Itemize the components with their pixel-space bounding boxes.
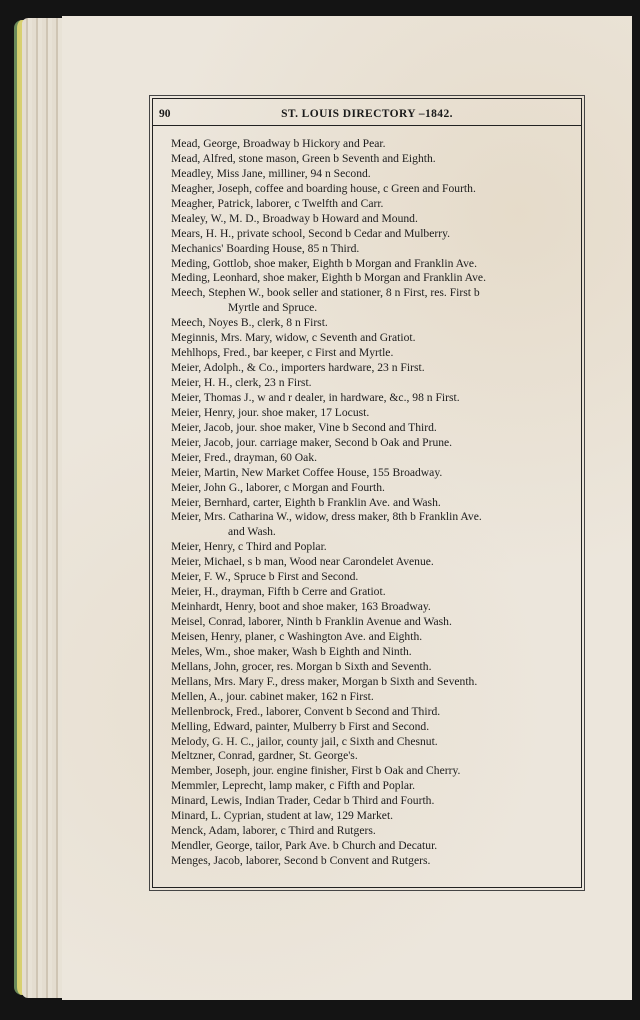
directory-entries <box>171 137 575 869</box>
directory-entry: Meier, Adolph., & Co., importers hardware, 23 n First. <box>171 361 425 375</box>
directory-entry: Meles, Wm., shoe maker, Wash b Eighth and Ninth. <box>171 644 412 658</box>
directory-entry: Meagher, Patrick, laborer, c Twelfth and Carr. <box>171 196 384 210</box>
directory-entry: Mehlhops, Fred., bar keeper, c First and Myrtle. <box>171 346 394 360</box>
directory-entry: Melody, G. H. C., jailor, county jail, c Sixth and Chesnut. <box>171 734 438 748</box>
directory-entry: Minard, L. Cyprian, student at law, 129 Market. <box>171 809 394 823</box>
directory-entry: Mechanics' Boarding House, 85 n Third. <box>171 241 360 255</box>
directory-entry: Menck, Adam, laborer, c Third and Rutgers. <box>171 824 376 838</box>
directory-entry: Meisen, Henry, planer, c Washington Ave. and Eighth. <box>171 629 423 643</box>
directory-entry: Meier, H. H., clerk, 23 n First. <box>171 376 312 389</box>
directory-entry: Mealey, W., M. D., Broadway b Howard and Mound. <box>171 211 418 225</box>
directory-entry: Memmler, Leprecht, lamp maker, c Fifth and Poplar. <box>171 779 416 793</box>
directory-entry: Meier, F. W., Spruce b First and Second. <box>171 570 359 584</box>
directory-entry: Melling, Edward, painter, Mulberry b First and Second. <box>171 719 430 733</box>
directory-entry: Meier, Jacob, jour. carriage maker, Second b Oak and Prune. <box>171 435 453 449</box>
directory-entry: Mellenbrock, Fred., laborer, Convent b Second and Third. <box>171 704 441 718</box>
directory-entry: Meier, Bernhard, carter, Eighth b Franklin Ave. and Wash. <box>171 495 441 509</box>
running-header <box>153 105 581 126</box>
directory-entry: Meier, Michael, s b man, Wood near Carondelet Avenue. <box>171 555 434 569</box>
directory-entry: Member, Joseph, jour. engine finisher, First b Oak and Cherry. <box>171 764 461 778</box>
directory-entry: Meding, Gottlob, shoe maker, Eighth b Morgan and Franklin Ave. <box>171 256 477 270</box>
directory-entry: Meier, Henry, c Third and Poplar. <box>171 540 327 554</box>
directory-entry-continuation: and Wash. <box>228 525 276 539</box>
page-number: 90 <box>159 108 171 120</box>
directory-entry: Meech, Noyes B., clerk, 8 n First. <box>171 316 328 330</box>
directory-entry: Mead, George, Broadway b Hickory and Pear. <box>171 137 386 150</box>
directory-entry: Meier, John G., laborer, c Morgan and Fourth. <box>171 480 385 494</box>
directory-entry: Meagher, Joseph, coffee and boarding house, c Green and Fourth. <box>171 181 476 195</box>
directory-entry: Meier, H., drayman, Fifth b Cerre and Gratiot. <box>171 585 386 599</box>
directory-entry: Meltzner, Conrad, gardner, St. George's. <box>171 749 358 763</box>
directory-entry: Meier, Jacob, jour. shoe maker, Vine b Second and Third. <box>171 420 437 434</box>
directory-entry: Meech, Stephen W., book seller and stationer, 8 n First, res. First b <box>171 286 480 300</box>
directory-entry: Meding, Leonhard, shoe maker, Eighth b Morgan and Franklin Ave. <box>171 271 486 285</box>
directory-entry: Meier, Fred., drayman, 60 Oak. <box>171 450 318 464</box>
directory-entry: Meier, Henry, jour. shoe maker, 17 Locust. <box>171 405 370 419</box>
directory-entry: Meadley, Miss Jane, milliner, 94 n Second. <box>171 166 371 180</box>
running-title: ST. LOUIS DIRECTORY –1842. <box>281 108 453 120</box>
directory-entry: Mellen, A., jour. cabinet maker, 162 n First. <box>171 689 374 703</box>
directory-entry: Meinhardt, Henry, boot and shoe maker, 163 Broadway. <box>171 600 431 614</box>
directory-entry: Mellans, Mrs. Mary F., dress maker, Morgan b Sixth and Seventh. <box>171 674 478 688</box>
directory-entry: Mendler, George, tailor, Park Ave. b Church and Decatur. <box>171 839 438 853</box>
directory-entry-continuation: Myrtle and Spruce. <box>228 301 318 315</box>
directory-entry: Meisel, Conrad, laborer, Ninth b Franklin Avenue and Wash. <box>171 615 452 628</box>
directory-entry: Meginnis, Mrs. Mary, widow, c Seventh and Gratiot. <box>171 331 416 345</box>
directory-entry: Mellans, John, grocer, res. Morgan b Sixth and Seventh. <box>171 659 432 673</box>
directory-entry: Mead, Alfred, stone mason, Green b Seventh and Eighth. <box>171 151 436 165</box>
page-frame <box>152 98 582 888</box>
directory-entry: Meier, Martin, New Market Coffee House, 155 Broadway. <box>171 465 443 479</box>
directory-entry: Meier, Thomas J., w and r dealer, in hardware, &c., 98 n First. <box>171 390 460 404</box>
directory-entry: Mears, H. H., private school, Second b Cedar and Mulberry. <box>171 226 451 240</box>
directory-entry: Meier, Mrs. Catharina W., widow, dress maker, 8th b Franklin Ave. <box>171 510 482 524</box>
directory-entry: Menges, Jacob, laborer, Second b Convent and Rutgers. <box>171 854 431 867</box>
directory-entry: Minard, Lewis, Indian Trader, Cedar b Third and Fourth. <box>171 794 435 808</box>
